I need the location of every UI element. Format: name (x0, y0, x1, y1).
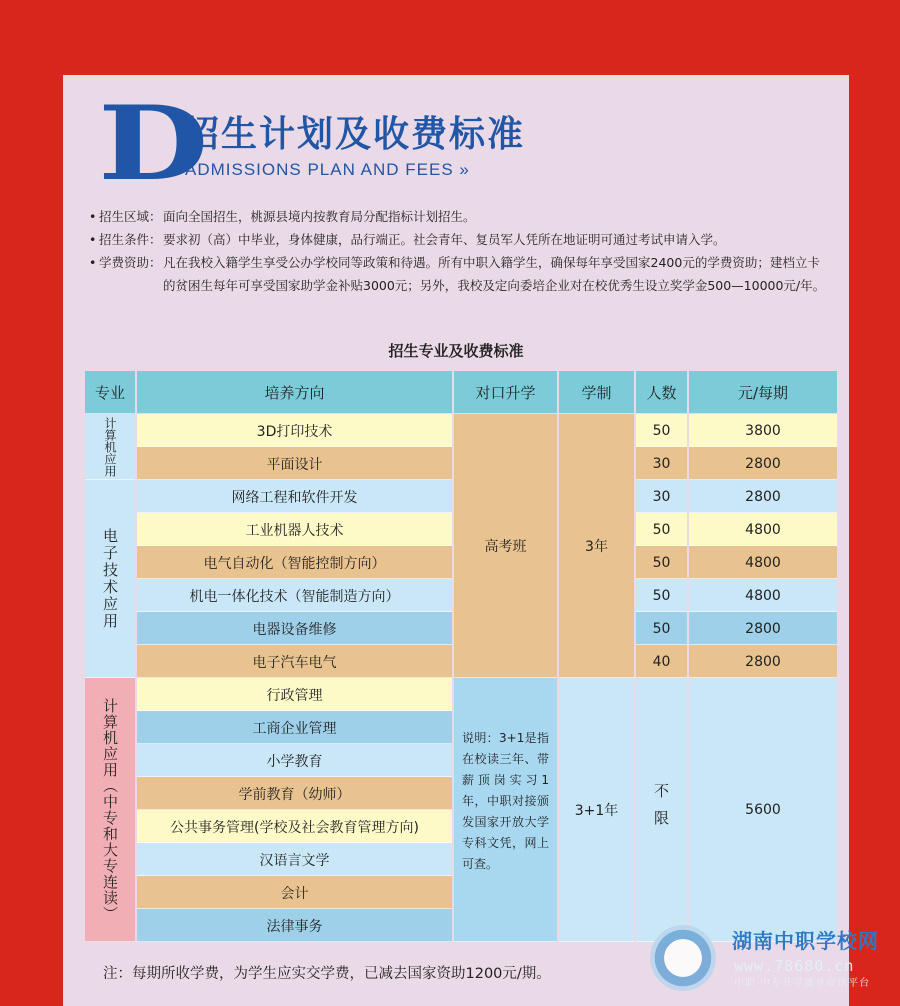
direction-cell: 会计 (137, 876, 452, 909)
fee-cell: 2800 (689, 447, 837, 480)
admission-info-list (89, 205, 829, 297)
column-header: 对口升学 (454, 371, 557, 414)
count-cell: 50 (636, 513, 687, 546)
direction-cell: 网络工程和软件开发 (137, 480, 452, 513)
major-group-computer (85, 414, 135, 480)
column-header: 人数 (636, 371, 687, 414)
table-title: 招生专业及收费标准 (388, 342, 524, 360)
fee-cell: 4800 (689, 546, 837, 579)
direction-cell: 工业机器人技术 (137, 513, 452, 546)
bullet-icon: • (89, 255, 97, 270)
content-panel (63, 75, 849, 1006)
duration-cell: 3年 (559, 414, 634, 678)
direction-cell: 电气自动化（智能控制方向） (137, 546, 452, 579)
direction-cell: 工商企业管理 (137, 711, 452, 744)
info-text: 面向全国招生，桃源县境内按教育局分配指标计划招生。 (163, 209, 476, 224)
direction-cell: 公共事务管理(学校及社会教育管理方向) (137, 810, 452, 843)
fee-cell: 3800 (689, 414, 837, 447)
info-label: 招生区域： (99, 209, 162, 224)
watermark (650, 925, 900, 1006)
watermark-title: 湖南中职学校网 (732, 929, 879, 953)
info-label: 招生条件： (99, 232, 162, 247)
major-name: 计算机应用 (103, 417, 117, 477)
info-label: 学费资助： (99, 255, 162, 270)
direction-cell: 平面设计 (137, 447, 452, 480)
fees-table (85, 371, 837, 942)
fee-cell: 2800 (689, 612, 837, 645)
count-cell: 30 (636, 480, 687, 513)
list-item (89, 205, 829, 228)
info-text: 要求初（高）中毕业，身体健康，品行端正。社会青年、复员军人凭所在地证明可通过考试申请入学。 (163, 232, 726, 247)
school-logo-icon (650, 925, 716, 991)
direction-cell: 法律事务 (137, 909, 452, 942)
direction-cell: 学前教育（幼师） (137, 777, 452, 810)
column-header: 元/每期 (689, 371, 837, 414)
count-cell (636, 678, 687, 942)
fee-cell: 2800 (689, 480, 837, 513)
direction-cell: 小学教育 (137, 744, 452, 777)
direction-cell: 3D打印技术 (137, 414, 452, 447)
direction-cell: 行政管理 (137, 678, 452, 711)
column-header: 专业 (85, 371, 135, 414)
count-cell: 30 (636, 447, 687, 480)
direction-cell: 机电一体化技术（智能制造方向） (137, 579, 452, 612)
column-header: 学制 (559, 371, 634, 414)
count-cell: 50 (636, 612, 687, 645)
bullet-icon: • (89, 232, 97, 247)
duration-cell: 3+1年 (559, 678, 634, 942)
program-note: 说明：3+1是指在校读三年、带薪顶岗实习1年，中职对接颁发国家开放大学专科文凭，网上可查。 (454, 678, 557, 942)
bullet-icon: • (89, 209, 97, 224)
major-group-electronics (85, 480, 135, 678)
direction-cell: 电器设备维修 (137, 612, 452, 645)
count-cell: 50 (636, 579, 687, 612)
list-item (89, 251, 829, 297)
watermark-url: www.78680.cn (734, 957, 855, 975)
fee-cell: 4800 (689, 579, 837, 612)
major-name: 电子技术应用 (101, 528, 119, 630)
section-subtitle: ADMISSIONS PLAN AND FEES » (185, 160, 470, 179)
pathway-cell: 高考班 (454, 414, 557, 678)
fee-cell: 4800 (689, 513, 837, 546)
direction-cell: 汉语言文学 (137, 843, 452, 876)
major-name: 计算机应用（中专和大专连读） (101, 698, 119, 922)
section-title: 招生计划及收费标准 (183, 114, 526, 155)
major-group-joint-program (85, 678, 135, 942)
count-cell: 50 (636, 546, 687, 579)
column-header: 培养方向 (137, 371, 452, 414)
fee-cell: 2800 (689, 645, 837, 678)
direction-cell: 电子汽车电气 (137, 645, 452, 678)
watermark-subtitle: 中职 中专升学就业资讯平台 (734, 978, 871, 989)
info-text: 凡在我校入籍学生享受公办学校同等政策和待遇。所有中职入籍学生，确保每年享受国家2400元的学费资助；建档立卡的贫困生每年可享受国家助学金补贴3000元；另外，我校及定向委培企业对在校优秀生设立奖学金500—10000元/年。 (163, 255, 826, 293)
section-letter: D (98, 84, 209, 204)
count-cell: 50 (636, 414, 687, 447)
count-value: 不限 (652, 783, 670, 837)
footer-note: 注：每期所收学费，为学生应实交学费，已减去国家资助1200元/期。 (103, 966, 551, 982)
fee-cell: 5600 (689, 678, 837, 942)
count-cell: 40 (636, 645, 687, 678)
list-item (89, 228, 829, 251)
